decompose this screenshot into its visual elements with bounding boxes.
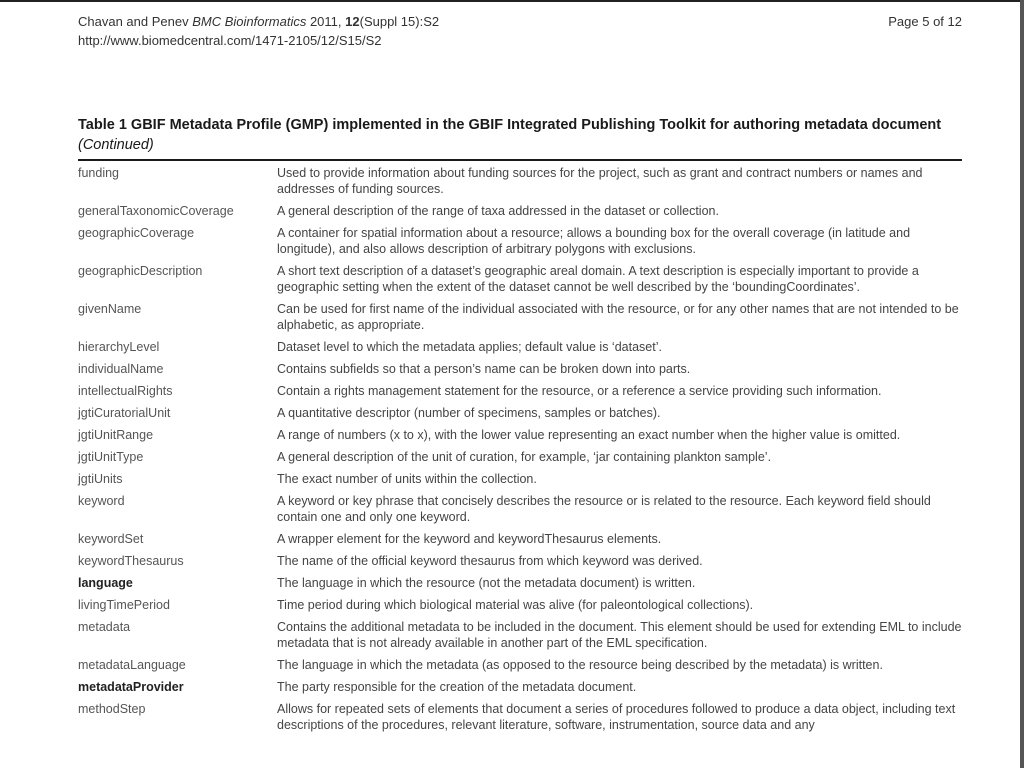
element-description-cell: Used to provide information about funding sources for the project, such as grant and contract numbers or names and addresses of funding sources. <box>277 166 923 196</box>
element-name-cell: geographicDescription <box>78 264 203 278</box>
table-row <box>78 339 962 355</box>
page-top-border <box>0 0 1024 2</box>
header-issue: (Suppl 15):S2 <box>359 14 440 29</box>
table-row <box>78 493 962 525</box>
element-name-cell: jgtiUnitRange <box>78 428 154 442</box>
element-description-cell: The name of the official keyword thesaurus from which keyword was derived. <box>277 554 703 568</box>
table-row <box>78 301 962 333</box>
element-description-cell: The language in which the resource (not the metadata document) is written. <box>277 576 696 590</box>
element-name-cell: jgtiUnits <box>78 472 123 486</box>
element-name-cell: livingTimePeriod <box>78 598 170 612</box>
element-description-cell: Contain a rights management statement for the resource, or a reference a service providing such information. <box>277 384 882 398</box>
table-continued-label: (Continued) <box>78 137 154 153</box>
table-row <box>78 619 962 651</box>
table-row <box>78 657 962 673</box>
element-name-cell: metadataProvider <box>78 680 184 694</box>
header-year: 2011, <box>306 14 346 29</box>
element-name-cell: generalTaxonomicCoverage <box>78 204 234 218</box>
element-name-cell: hierarchyLevel <box>78 340 160 354</box>
element-name-cell: keyword <box>78 494 125 508</box>
element-description-cell: A range of numbers (x to x), with the lower value representing an exact number when the higher value is omitted. <box>277 428 901 442</box>
element-description-cell: A general description of the unit of curation, for example, ‘jar containing plankton sample’. <box>277 450 772 464</box>
element-description-cell: Can be used for first name of the individual associated with the resource, or for any other names that are not intended to be alphabetic, as appropriate. <box>277 302 959 332</box>
element-name-cell: metadata <box>78 620 131 634</box>
element-name-cell: geographicCoverage <box>78 226 195 240</box>
element-name-cell: methodStep <box>78 702 146 716</box>
element-description-cell: A container for spatial information about a resource; allows a bounding box for the overall coverage (in latitude and longitude), and also allows description of arbitrary polygons with exclusions. <box>277 226 911 256</box>
table-row <box>78 361 962 377</box>
table-row <box>78 553 962 569</box>
element-name-cell: keywordThesaurus <box>78 554 184 568</box>
metadata-table <box>78 165 962 739</box>
table-row <box>78 471 962 487</box>
table-row <box>78 203 962 219</box>
element-description-cell: The party responsible for the creation of the metadata document. <box>277 680 637 694</box>
element-description-cell: Contains the additional metadata to be included in the document. This element should be used for extending EML to include metadata that is not already available in another part of the EML specification. <box>277 620 962 650</box>
element-description-cell: A general description of the range of taxa addressed in the dataset or collection. <box>277 204 719 218</box>
element-name-cell: funding <box>78 166 120 180</box>
element-description-cell: A wrapper element for the keyword and keywordThesaurus elements. <box>277 532 662 546</box>
element-name-cell: jgtiUnitType <box>78 450 144 464</box>
table-row <box>78 575 962 591</box>
table-row <box>78 383 962 399</box>
citation-line <box>78 12 439 31</box>
element-description-cell: The language in which the metadata (as opposed to the resource being described by the metadata) is written. <box>277 658 883 672</box>
element-name-cell: language <box>78 576 133 590</box>
table-top-rule <box>78 159 962 161</box>
table-row <box>78 679 962 695</box>
element-description-cell: Contains subfields so that a person’s name can be broken down into parts. <box>277 362 691 376</box>
page-number: Page 5 of 12 <box>888 14 962 29</box>
table-row <box>78 701 962 733</box>
element-description-cell: A short text description of a dataset’s geographic areal domain. A text description is especially important to provide a geographic setting when the extent of the dataset cannot be well described by the ‘boundingCoordinates’. <box>277 264 919 294</box>
element-description-cell: A quantitative descriptor (number of specimens, samples or batches). <box>277 406 661 420</box>
header-volume: 12 <box>345 14 360 29</box>
table-title: Table 1 GBIF Metadata Profile (GMP) implemented in the GBIF Integrated Publishing Toolkit for authoring metadata document <box>78 117 942 133</box>
window-right-edge <box>1020 0 1024 768</box>
element-name-cell: givenName <box>78 302 142 316</box>
element-description-cell: The exact number of units within the collection. <box>277 472 537 486</box>
element-description-cell: A keyword or key phrase that concisely describes the resource or is related to the resource. Each keyword field should contain one and only one keyword. <box>277 494 931 524</box>
table-row <box>78 165 962 197</box>
header-authors: Chavan and Penev <box>78 14 193 29</box>
table-row <box>78 597 962 613</box>
header-url[interactable]: http://www.biomedcentral.com/1471-2105/12/S15/S2 <box>78 33 382 48</box>
element-name-cell: jgtiCuratorialUnit <box>78 406 171 420</box>
table-row <box>78 449 962 465</box>
element-name-cell: metadataLanguage <box>78 658 186 672</box>
table-row <box>78 405 962 421</box>
element-description-cell: Allows for repeated sets of elements that document a series of procedures followed to produce a data object, including text descriptions of the procedures, relevant literature, software, instrumentation, source data and any <box>277 702 956 732</box>
element-description-cell: Dataset level to which the metadata applies; default value is ‘dataset’. <box>277 340 662 354</box>
element-description-cell: Time period during which biological material was alive (for paleontological collections). <box>277 598 754 612</box>
table-row <box>78 427 962 443</box>
element-name-cell: intellectualRights <box>78 384 173 398</box>
table-row <box>78 263 962 295</box>
element-name-cell: keywordSet <box>78 532 144 546</box>
table-caption <box>78 115 962 155</box>
table-row <box>78 225 962 257</box>
running-header <box>78 12 439 50</box>
header-journal: BMC Bioinformatics <box>192 14 307 29</box>
table-row <box>78 531 962 547</box>
element-name-cell: individualName <box>78 362 164 376</box>
